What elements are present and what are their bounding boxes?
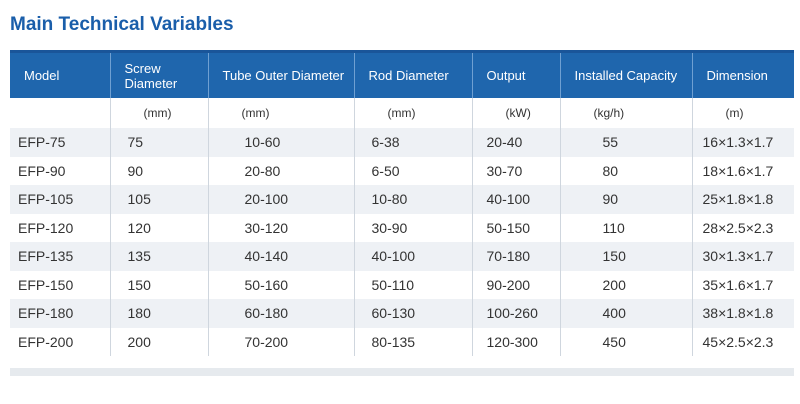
cell-tube-outer-diameter: 20-80 — [208, 157, 354, 186]
cell-output: 90-200 — [472, 271, 560, 300]
cell-installed-capacity: 55 — [560, 128, 692, 157]
page-title: Main Technical Variables — [10, 14, 234, 35]
technical-variables-table — [10, 50, 794, 356]
table-footer-bar — [10, 368, 794, 376]
table-row — [10, 214, 794, 243]
cell-screw-diameter: 135 — [110, 242, 208, 271]
table-row — [10, 185, 794, 214]
cell-model: EFP-200 — [10, 328, 110, 357]
cell-installed-capacity: 200 — [560, 271, 692, 300]
cell-screw-diameter: 120 — [110, 214, 208, 243]
cell-dimension: 38×1.8×1.8 — [692, 299, 794, 328]
column-header-rod-diameter: Rod Diameter — [354, 52, 472, 99]
cell-rod-diameter: 10-80 — [354, 185, 472, 214]
cell-output: 50-150 — [472, 214, 560, 243]
table-row — [10, 157, 794, 186]
cell-screw-diameter: 180 — [110, 299, 208, 328]
cell-rod-diameter: 30-90 — [354, 214, 472, 243]
cell-tube-outer-diameter: 30-120 — [208, 214, 354, 243]
table-row — [10, 299, 794, 328]
cell-rod-diameter: 6-50 — [354, 157, 472, 186]
cell-screw-diameter: 90 — [110, 157, 208, 186]
cell-model: EFP-150 — [10, 271, 110, 300]
column-header-tube-outer-diameter: Tube Outer Diameter — [208, 52, 354, 99]
cell-rod-diameter: 60-130 — [354, 299, 472, 328]
cell-screw-diameter: 75 — [110, 128, 208, 157]
cell-installed-capacity: 110 — [560, 214, 692, 243]
cell-dimension: 30×1.3×1.7 — [692, 242, 794, 271]
unit-tube-outer-diameter: (mm) — [208, 98, 354, 128]
cell-rod-diameter: 6-38 — [354, 128, 472, 157]
table-row — [10, 271, 794, 300]
cell-installed-capacity: 90 — [560, 185, 692, 214]
cell-tube-outer-diameter: 20-100 — [208, 185, 354, 214]
cell-model: EFP-135 — [10, 242, 110, 271]
column-header-dimension: Dimension — [692, 52, 794, 99]
cell-output: 30-70 — [472, 157, 560, 186]
cell-output: 40-100 — [472, 185, 560, 214]
table-row — [10, 128, 794, 157]
unit-screw-diameter: (mm) — [110, 98, 208, 128]
cell-dimension: 28×2.5×2.3 — [692, 214, 794, 243]
column-header-screw-diameter: Screw Diameter — [110, 52, 208, 99]
cell-model: EFP-75 — [10, 128, 110, 157]
units-row — [10, 98, 794, 128]
cell-screw-diameter: 150 — [110, 271, 208, 300]
cell-tube-outer-diameter: 70-200 — [208, 328, 354, 357]
cell-installed-capacity: 400 — [560, 299, 692, 328]
cell-tube-outer-diameter: 50-160 — [208, 271, 354, 300]
cell-output: 100-260 — [472, 299, 560, 328]
cell-output: 120-300 — [472, 328, 560, 357]
cell-rod-diameter: 80-135 — [354, 328, 472, 357]
cell-dimension: 16×1.3×1.7 — [692, 128, 794, 157]
cell-screw-diameter: 105 — [110, 185, 208, 214]
unit-model — [10, 98, 110, 128]
unit-output: (kW) — [472, 98, 560, 128]
cell-model: EFP-180 — [10, 299, 110, 328]
table-header-row — [10, 52, 794, 99]
cell-output: 70-180 — [472, 242, 560, 271]
table-row — [10, 242, 794, 271]
cell-rod-diameter: 50-110 — [354, 271, 472, 300]
column-header-installed-capacity: Installed Capacity — [560, 52, 692, 99]
column-header-model: Model — [10, 52, 110, 99]
column-header-output: Output — [472, 52, 560, 99]
cell-model: EFP-90 — [10, 157, 110, 186]
cell-tube-outer-diameter: 40-140 — [208, 242, 354, 271]
cell-tube-outer-diameter: 10-60 — [208, 128, 354, 157]
cell-dimension: 35×1.6×1.7 — [692, 271, 794, 300]
cell-dimension: 25×1.8×1.8 — [692, 185, 794, 214]
cell-installed-capacity: 150 — [560, 242, 692, 271]
cell-dimension: 18×1.6×1.7 — [692, 157, 794, 186]
cell-dimension: 45×2.5×2.3 — [692, 328, 794, 357]
cell-rod-diameter: 40-100 — [354, 242, 472, 271]
cell-installed-capacity: 450 — [560, 328, 692, 357]
unit-rod-diameter: (mm) — [354, 98, 472, 128]
cell-model: EFP-120 — [10, 214, 110, 243]
unit-dimension: (m) — [692, 98, 794, 128]
unit-installed-capacity: (kg/h) — [560, 98, 692, 128]
cell-tube-outer-diameter: 60-180 — [208, 299, 354, 328]
cell-model: EFP-105 — [10, 185, 110, 214]
cell-output: 20-40 — [472, 128, 560, 157]
cell-screw-diameter: 200 — [110, 328, 208, 357]
table-row — [10, 328, 794, 357]
cell-installed-capacity: 80 — [560, 157, 692, 186]
